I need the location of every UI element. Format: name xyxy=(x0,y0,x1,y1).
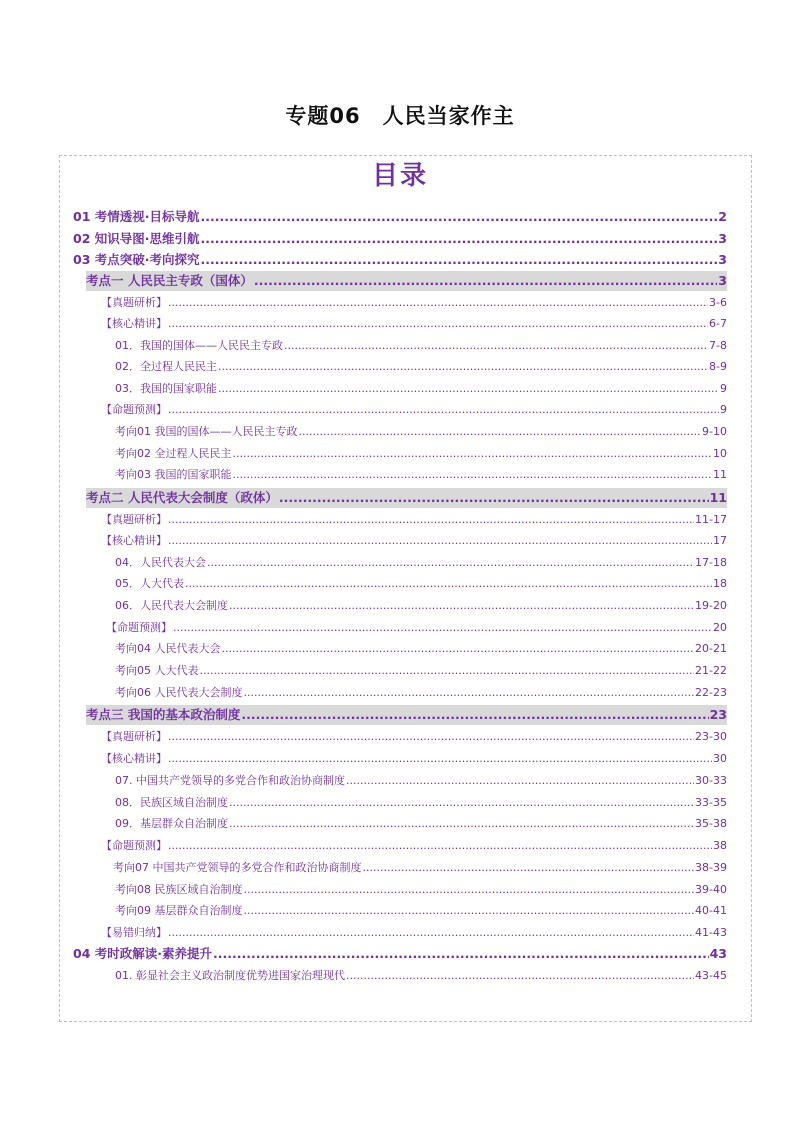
toc-entry-page: 43 xyxy=(709,946,727,961)
toc-entry-label: 06．人民代表大会制度 xyxy=(115,599,228,612)
toc-entry-page: 3 xyxy=(718,273,727,288)
toc-entry-label: 04 考时政解读·素养提升 xyxy=(73,946,212,961)
toc-entry-page: 38 xyxy=(713,839,727,852)
toc-entry-page: 3 xyxy=(718,252,727,267)
toc-entry-label: 03．我国的国家职能 xyxy=(115,382,217,395)
toc-entry-label: 考向05 人大代表 xyxy=(115,664,199,677)
toc-entry-subsection[interactable] xyxy=(101,314,727,334)
toc-entry-label: 考向07 中国共产党领导的多党合作和政治协商制度 xyxy=(113,861,362,874)
toc-entry-page: 22-23 xyxy=(695,686,727,699)
toc-entry-label: 【易错归纳】 xyxy=(101,926,167,939)
toc-entry-label: 考向02 全过程人民民主 xyxy=(115,447,232,460)
toc-entry-label: 01. 彰显社会主义政治制度优势进国家治理现代 xyxy=(115,969,345,982)
toc-entry-section-04[interactable] xyxy=(73,944,727,964)
toc-entry-label: 【命题预测】 xyxy=(101,403,167,416)
toc-entry-page: 40-41 xyxy=(695,904,727,917)
toc-entry-page: 20-21 xyxy=(695,642,727,655)
toc-entry-label: 【核心精讲】 xyxy=(101,534,167,547)
toc-entry-page: 41-43 xyxy=(695,926,727,939)
toc-entry-page: 6-7 xyxy=(709,317,727,330)
toc-entry-label: 【核心精讲】 xyxy=(101,752,167,765)
toc-entry-item[interactable] xyxy=(115,422,727,442)
toc-entry-label: 考向04 人民代表大会 xyxy=(115,642,221,655)
toc-entry-item[interactable] xyxy=(115,880,727,900)
toc-entry-page: 9-10 xyxy=(702,425,727,438)
toc-entry-page: 39-40 xyxy=(695,883,727,896)
toc-entry-label: 【命题预测】 xyxy=(106,621,172,634)
toc-entry-section-03[interactable] xyxy=(73,250,727,270)
toc-entry-page: 3-6 xyxy=(709,296,727,309)
toc-entry-label: 08．民族区域自治制度 xyxy=(115,796,228,809)
toc-entry-item[interactable] xyxy=(115,661,727,681)
toc-entry-subsection[interactable] xyxy=(101,293,727,313)
toc-heading: 目录 xyxy=(371,161,428,191)
toc-entry-subsection[interactable] xyxy=(101,749,727,769)
toc-entry-page: 11 xyxy=(713,468,727,481)
toc-entry-page: 11-17 xyxy=(695,513,727,526)
toc-entry-item[interactable] xyxy=(115,683,727,703)
toc-entry-page: 23 xyxy=(709,707,727,722)
toc-entry-label: 【命题预测】 xyxy=(101,839,167,852)
toc-entry-subsection[interactable] xyxy=(101,836,727,856)
toc-entry-page: 8-9 xyxy=(709,360,727,373)
toc-entry-subsection[interactable] xyxy=(101,510,727,530)
toc-entry-item[interactable] xyxy=(115,771,727,791)
toc-entry-page: 30-33 xyxy=(695,774,727,787)
toc-entry-page: 19-20 xyxy=(695,599,727,612)
toc-entry-subsection[interactable] xyxy=(101,400,727,420)
toc-entry-page: 38-39 xyxy=(695,861,727,874)
toc-entry-subsection[interactable] xyxy=(101,727,727,747)
toc-entry-item[interactable] xyxy=(115,814,727,834)
toc-entry-label: 考点二 人民代表大会制度（政体） xyxy=(86,490,278,505)
toc-entry-subsection[interactable] xyxy=(101,923,727,943)
toc-entry-item[interactable] xyxy=(115,639,727,659)
toc-entry-label: 考向03 我国的国家职能 xyxy=(115,468,232,481)
toc-entry-item[interactable] xyxy=(115,901,727,921)
toc-entry-page: 10 xyxy=(713,447,727,460)
toc-entry-page: 43-45 xyxy=(695,969,727,982)
toc-entry-label: 【真题研析】 xyxy=(101,296,167,309)
toc-entry-page: 21-22 xyxy=(695,664,727,677)
toc-entry-label: 考点三 我国的基本政治制度 xyxy=(86,707,241,722)
toc-entry-label: 02．全过程人民民主 xyxy=(115,360,217,373)
toc-entry-kaodian-3[interactable] xyxy=(86,705,727,725)
toc-entry-label: 01．我国的国体——人民民主专政 xyxy=(115,339,283,352)
toc-entry-label: 考点一 人民民主专政（国体） xyxy=(86,273,253,288)
toc-entry-kaodian-2[interactable] xyxy=(86,488,727,508)
toc-entry-label: 考向09 基层群众自治制度 xyxy=(115,904,243,917)
toc-entry-item[interactable] xyxy=(113,858,727,878)
toc-entry-item[interactable] xyxy=(115,357,727,377)
toc-entry-page: 23-30 xyxy=(695,730,727,743)
toc-entry-page: 30 xyxy=(713,752,727,765)
toc-entry-page: 17 xyxy=(713,534,727,547)
toc-entry-item[interactable] xyxy=(115,966,727,986)
toc-entry-page: 33-35 xyxy=(695,796,727,809)
toc-entry-item[interactable] xyxy=(115,379,727,399)
toc-entry-item[interactable] xyxy=(115,444,727,464)
toc-entry-label: 【真题研析】 xyxy=(101,730,167,743)
toc-entry-page: 9 xyxy=(720,382,727,395)
toc-entry-section-02[interactable] xyxy=(73,229,727,249)
toc-entry-label: 09．基层群众自治制度 xyxy=(115,817,228,830)
toc-entry-label: 考向08 民族区域自治制度 xyxy=(115,883,243,896)
toc-entry-page: 11 xyxy=(709,490,727,505)
toc-entry-label: 考向01 我国的国体——人民民主专政 xyxy=(115,425,298,438)
toc-entry-label: 考向06 人民代表大会制度 xyxy=(115,686,243,699)
toc-entry-label: 03 考点突破·考向探究 xyxy=(73,252,200,267)
toc-entry-page: 18 xyxy=(713,577,727,590)
toc-entry-page: 9 xyxy=(720,403,727,416)
toc-entry-page: 2 xyxy=(718,209,727,224)
toc-entry-page: 35-38 xyxy=(695,817,727,830)
toc-entry-label: 07. 中国共产党领导的多党合作和政治协商制度 xyxy=(115,774,345,787)
toc-entry-label: 【核心精讲】 xyxy=(101,317,167,330)
toc-entry-item[interactable] xyxy=(115,336,727,356)
toc-entry-label: 05．人大代表 xyxy=(115,577,184,590)
toc-entry-section-01[interactable] xyxy=(73,207,727,227)
toc-entry-item[interactable] xyxy=(115,574,727,594)
toc-entry-subsection[interactable] xyxy=(101,531,727,551)
toc-entry-label: 01 考情透视·目标导航 xyxy=(73,209,200,224)
toc-entry-label: 02 知识导图·思维引航 xyxy=(73,231,200,246)
toc-entry-page: 7-8 xyxy=(709,339,727,352)
page-title: 专题06 人民当家作主 xyxy=(285,104,515,128)
toc-entry-item[interactable] xyxy=(115,596,727,616)
toc-entry-label: 【真题研析】 xyxy=(101,513,167,526)
toc-entry-item[interactable] xyxy=(115,793,727,813)
toc-entry-kaodian-1[interactable] xyxy=(86,271,727,291)
toc-entry-page: 3 xyxy=(718,231,727,246)
toc-entry-page: 17-18 xyxy=(695,556,727,569)
toc-entry-subsection[interactable] xyxy=(106,618,727,638)
toc-entry-item[interactable] xyxy=(115,465,727,485)
toc-entry-label: 04．人民代表大会 xyxy=(115,556,206,569)
toc-entry-item[interactable] xyxy=(115,553,727,573)
toc-entry-page: 20 xyxy=(713,621,727,634)
